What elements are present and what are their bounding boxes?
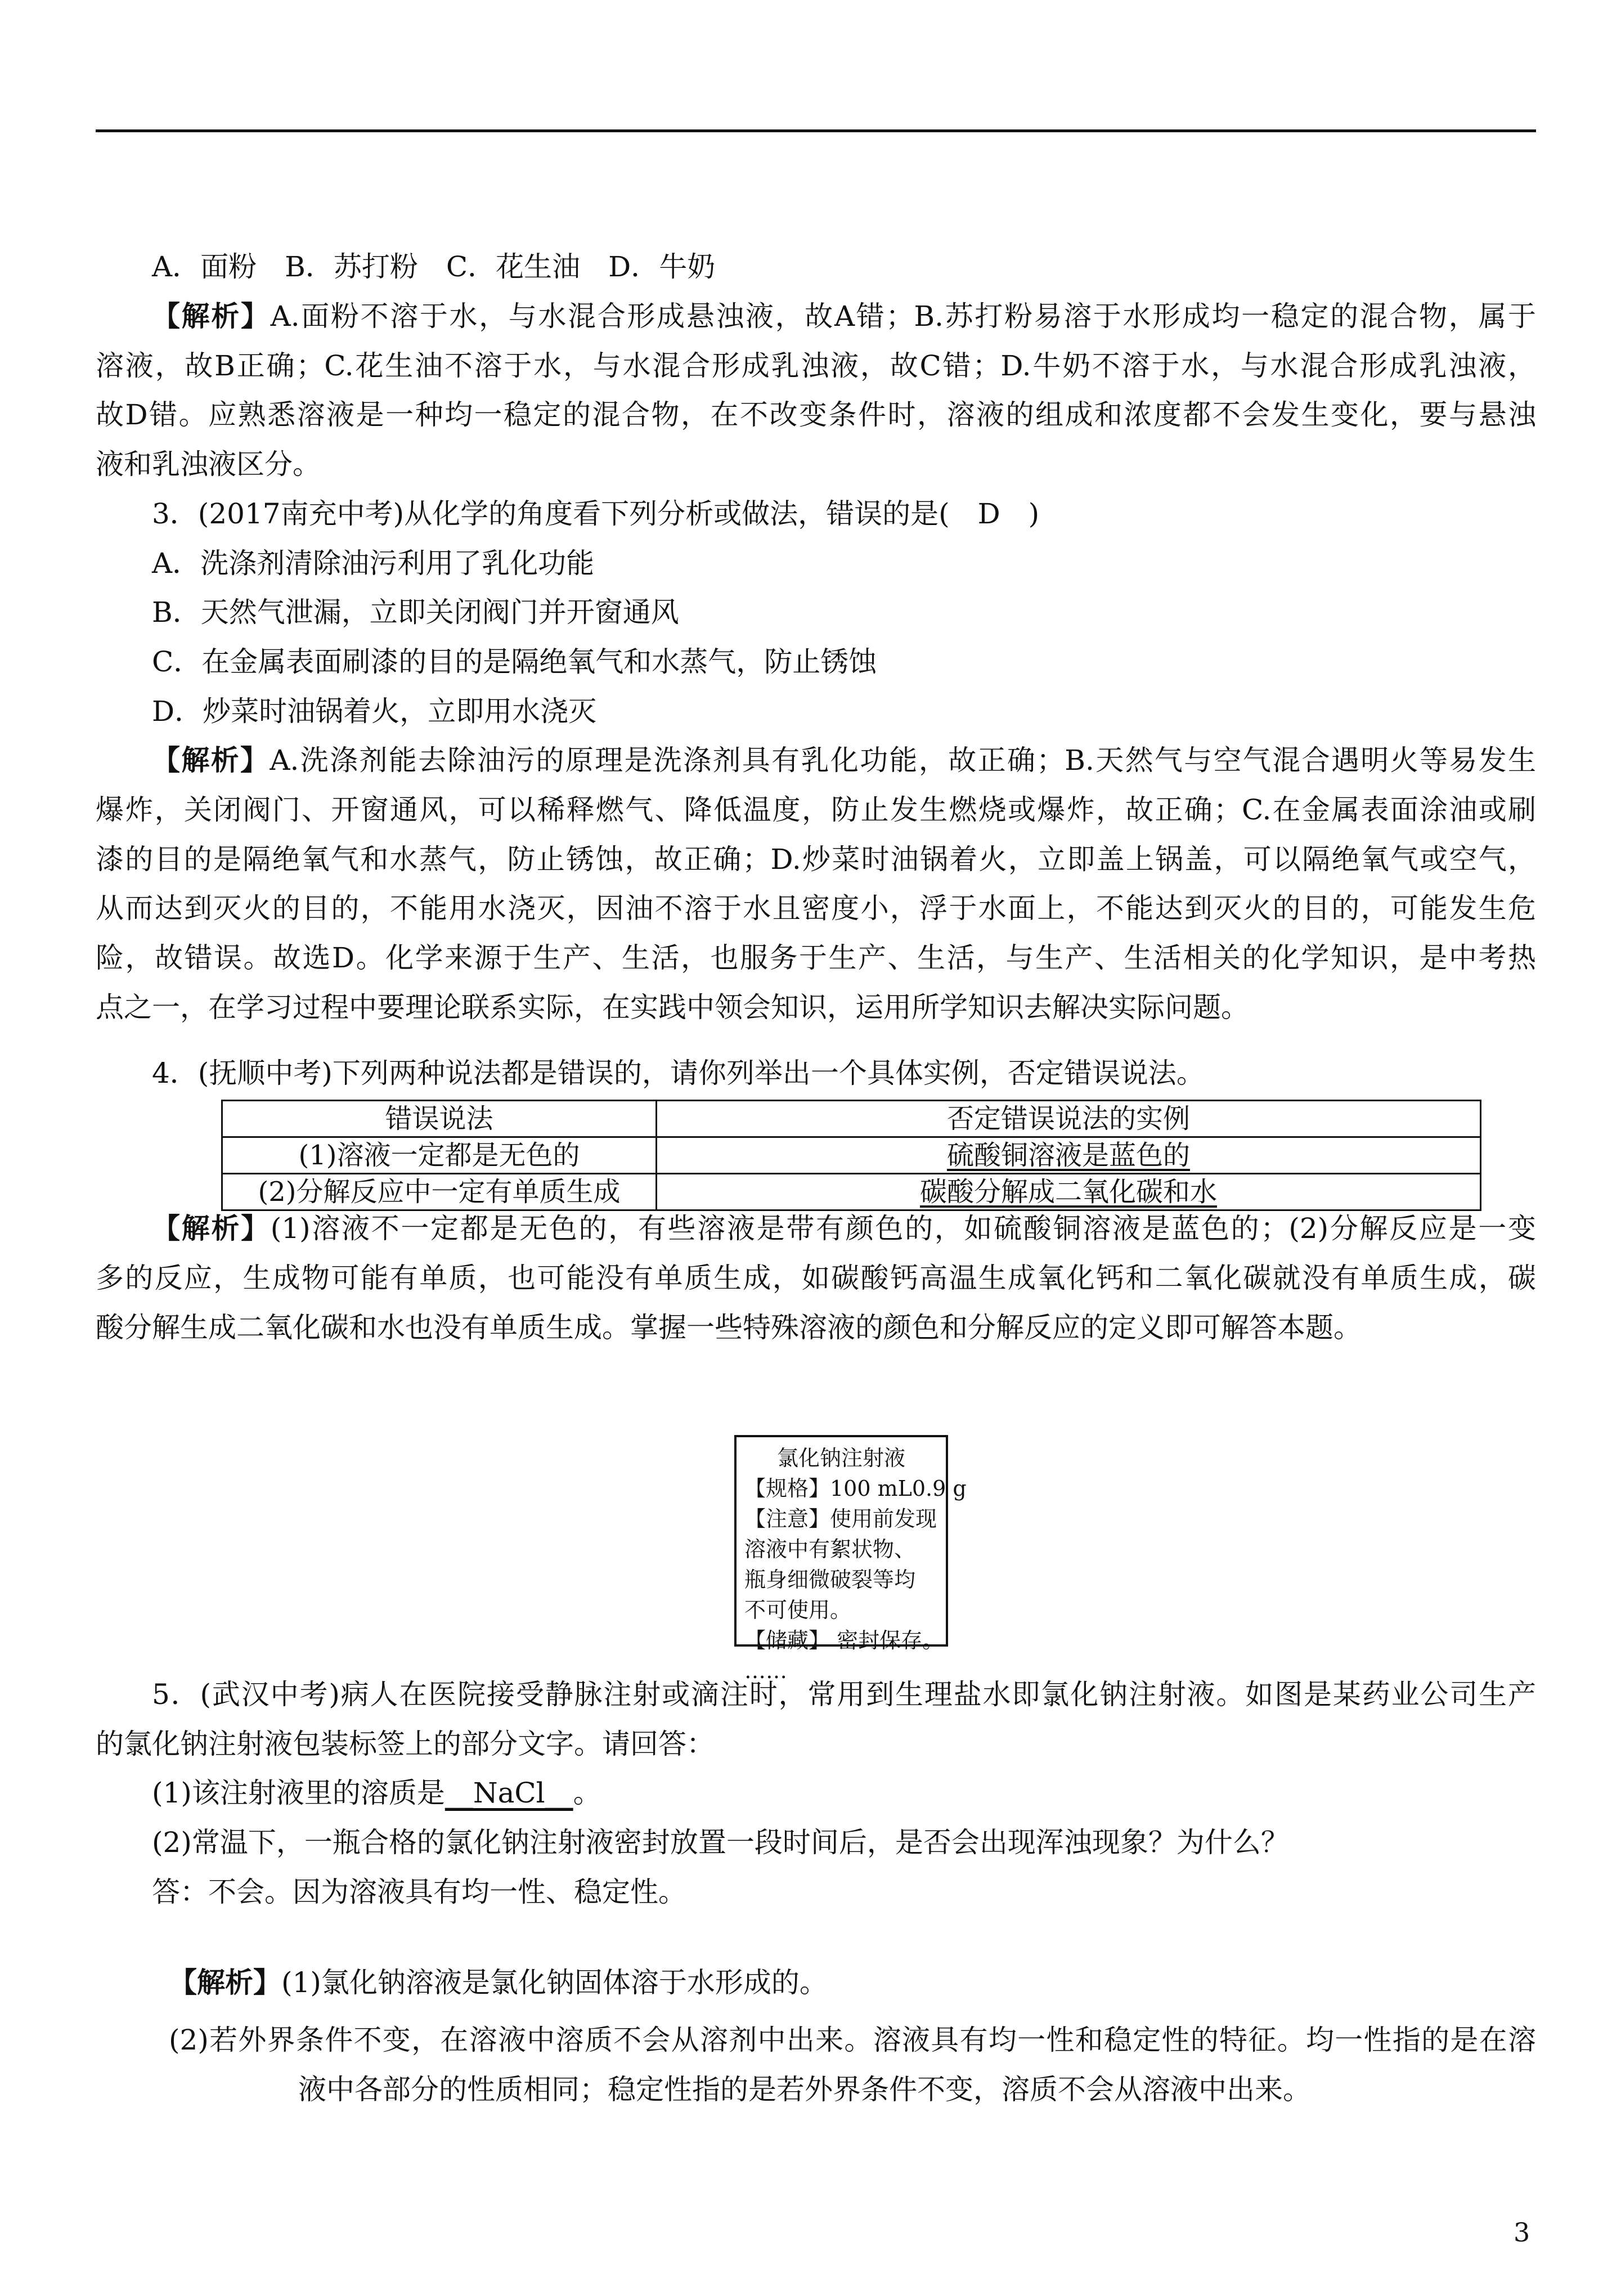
table-row [222,1137,1481,1174]
analysis-label: 【解析】 [169,1966,281,1999]
error-statement-table [221,1100,1481,1211]
q5-stem-line: 5．(武汉中考)病人在医院接受静脉注射或滴注时，常用到生理盐水即氯化钠注射液。如图是某药业公司生产 [152,1678,1536,1711]
q4-analysis-line: 酸分解生成二氧化碳和水也没有单质生成。掌握一些特殊溶液的颜色和分解反应的定义即可解答本题。 [96,1311,1362,1344]
label-line: 【注意】使用前发现 [744,1506,937,1531]
q4-analysis-line: 多的反应，生成物可能有单质，也可能没有单质生成，如碳酸钙高温生成氧化钙和二氧化碳就没有单质生成，碳 [96,1262,1536,1294]
analysis-label: 【解析】 [152,299,271,333]
q3-analysis-line: 点之一，在学习过程中要理论联系实际，在实践中领会知识，运用所学知识去解决实际问题。 [96,991,1249,1024]
table-cell: (1)溶液一定都是无色的 [222,1137,657,1174]
answer-text: 硫酸铜溶液是蓝色的 [946,1140,1190,1171]
q5-sub1: (1)该注射液里的溶质是__NaCl__。 [152,1777,601,1809]
q3-option-c: C．在金属表面刷漆的目的是隔绝氧气和水蒸气，防止锈蚀 [152,645,877,678]
table-header-row [222,1101,1481,1137]
page-number: 3 [1514,2217,1530,2248]
header-rule [96,129,1536,132]
q5-sub2: (2)常温下，一瓶合格的氯化钠注射液密封放置一段时间后，是否会出现浑浊现象？为什么？ [152,1826,1289,1859]
label-line: 不可使用。 [744,1598,852,1622]
table-header-cell: 否定错误说法的实例 [656,1101,1480,1137]
answer-text: 碳酸分解成二氧化碳和水 [919,1176,1217,1208]
label-line: 【储藏】 密封保存。 [744,1628,944,1653]
q2-options: A．面粉 B．苏打粉 C．花生油 D．牛奶 [152,250,716,283]
analysis-label: 【解析】 [152,1212,271,1245]
label-line: 瓶身细微破裂等均 [744,1567,916,1592]
q2-analysis-line: 液和乳浊液区分。 [96,448,321,481]
q5-analysis-2: (2)若外界条件不变，在溶液中溶质不会从溶剂中出来。溶液具有均一性和稳定性的特征。均一性指的是在溶 [169,2024,1536,2056]
table-cell [656,1137,1480,1174]
answer-text: __NaCl__ [444,1777,573,1809]
q3-analysis-line: 险，故错误。故选D。化学来源于生产、生活，也服务于生产、生活，与生产、生活相关的化学知识，是中考热 [96,941,1536,974]
q4-analysis-line: 【解析】(1)溶液不一定都是无色的，有些溶液是带有颜色的，如硫酸铜溶液是蓝色的；(2)分解反应是一变 [152,1212,1536,1245]
q3-stem: 3．(2017南充中考)从化学的角度看下列分析或做法，错误的是( D ) [152,497,1040,530]
q2-analysis-line: 故D错。应熟悉溶液是一种均一稳定的混合物，在不改变条件时，溶液的组成和浓度都不会发生变化，要与悬浊 [96,398,1536,431]
label-line: 溶液中有絮状物、 [744,1537,916,1562]
q4-stem: 4．(抚顺中考)下列两种说法都是错误的，请你列举出一个具体实例，否定错误说法。 [152,1057,1205,1089]
q5-analysis-2: 液中各部分的性质相同；稳定性指的是若外界条件不变，溶质不会从溶液中出来。 [298,2073,1311,2106]
label-line: 【规格】100 mL0.9 g [744,1476,967,1501]
table-cell: (2)分解反应中一定有单质生成 [222,1174,657,1210]
q3-option-a: A．洗涤剂清除油污利用了乳化功能 [152,547,595,580]
q3-analysis-line: 爆炸，关闭阀门、开窗通风，可以稀释燃气、降低温度，防止发生燃烧或爆炸，故正确；C.在金属表面涂油或刷 [96,793,1536,826]
q5-analysis-1: 【解析】(1)氯化钠溶液是氯化钠固体溶于水形成的。 [169,1966,828,1999]
q3-analysis-line: 漆的目的是隔绝氧气和水蒸气，防止锈蚀，故正确；D.炒菜时油锅着火，立即盖上锅盖，可以隔绝氧气或空气， [96,843,1536,876]
q3-option-b: B．天然气泄漏，立即关闭阀门并开窗通风 [152,596,679,629]
q2-analysis-line: 溶液，故B正确；C.花生油不溶于水，与水混合形成乳浊液，故C错；D.牛奶不溶于水，与水混合形成乳浊液， [96,349,1536,382]
q3-analysis-line: 【解析】A.洗涤剂能去除油污的原理是洗涤剂具有乳化功能，故正确；B.天然气与空气混合遇明火等易发生 [152,743,1537,777]
injection-label-figure [734,1435,967,1683]
q5-answer: 答：不会。因为溶液具有均一性、稳定性。 [152,1876,686,1908]
q2-analysis-line: 【解析】A.面粉不溶于水，与水混合形成悬浊液，故A错；B.苏打粉易溶于水形成均一稳定的混合物，属于 [152,299,1537,333]
analysis-label: 【解析】 [152,743,270,777]
label-title: 氯化钠注射液 [776,1446,905,1470]
q3-option-d: D．炒菜时油锅着火，立即用水浇灭 [152,695,597,728]
table-header-cell: 错误说法 [222,1101,657,1137]
q3-analysis-line: 从而达到灭火的目的，不能用水浇灭，因油不溶于水且密度小，浮于水面上，不能达到灭火的目的，可能发生危 [96,892,1536,925]
q5-stem-line: 的氯化钠注射液包装标签上的部分文字。请回答： [96,1728,715,1760]
label-line: …… [744,1658,787,1683]
